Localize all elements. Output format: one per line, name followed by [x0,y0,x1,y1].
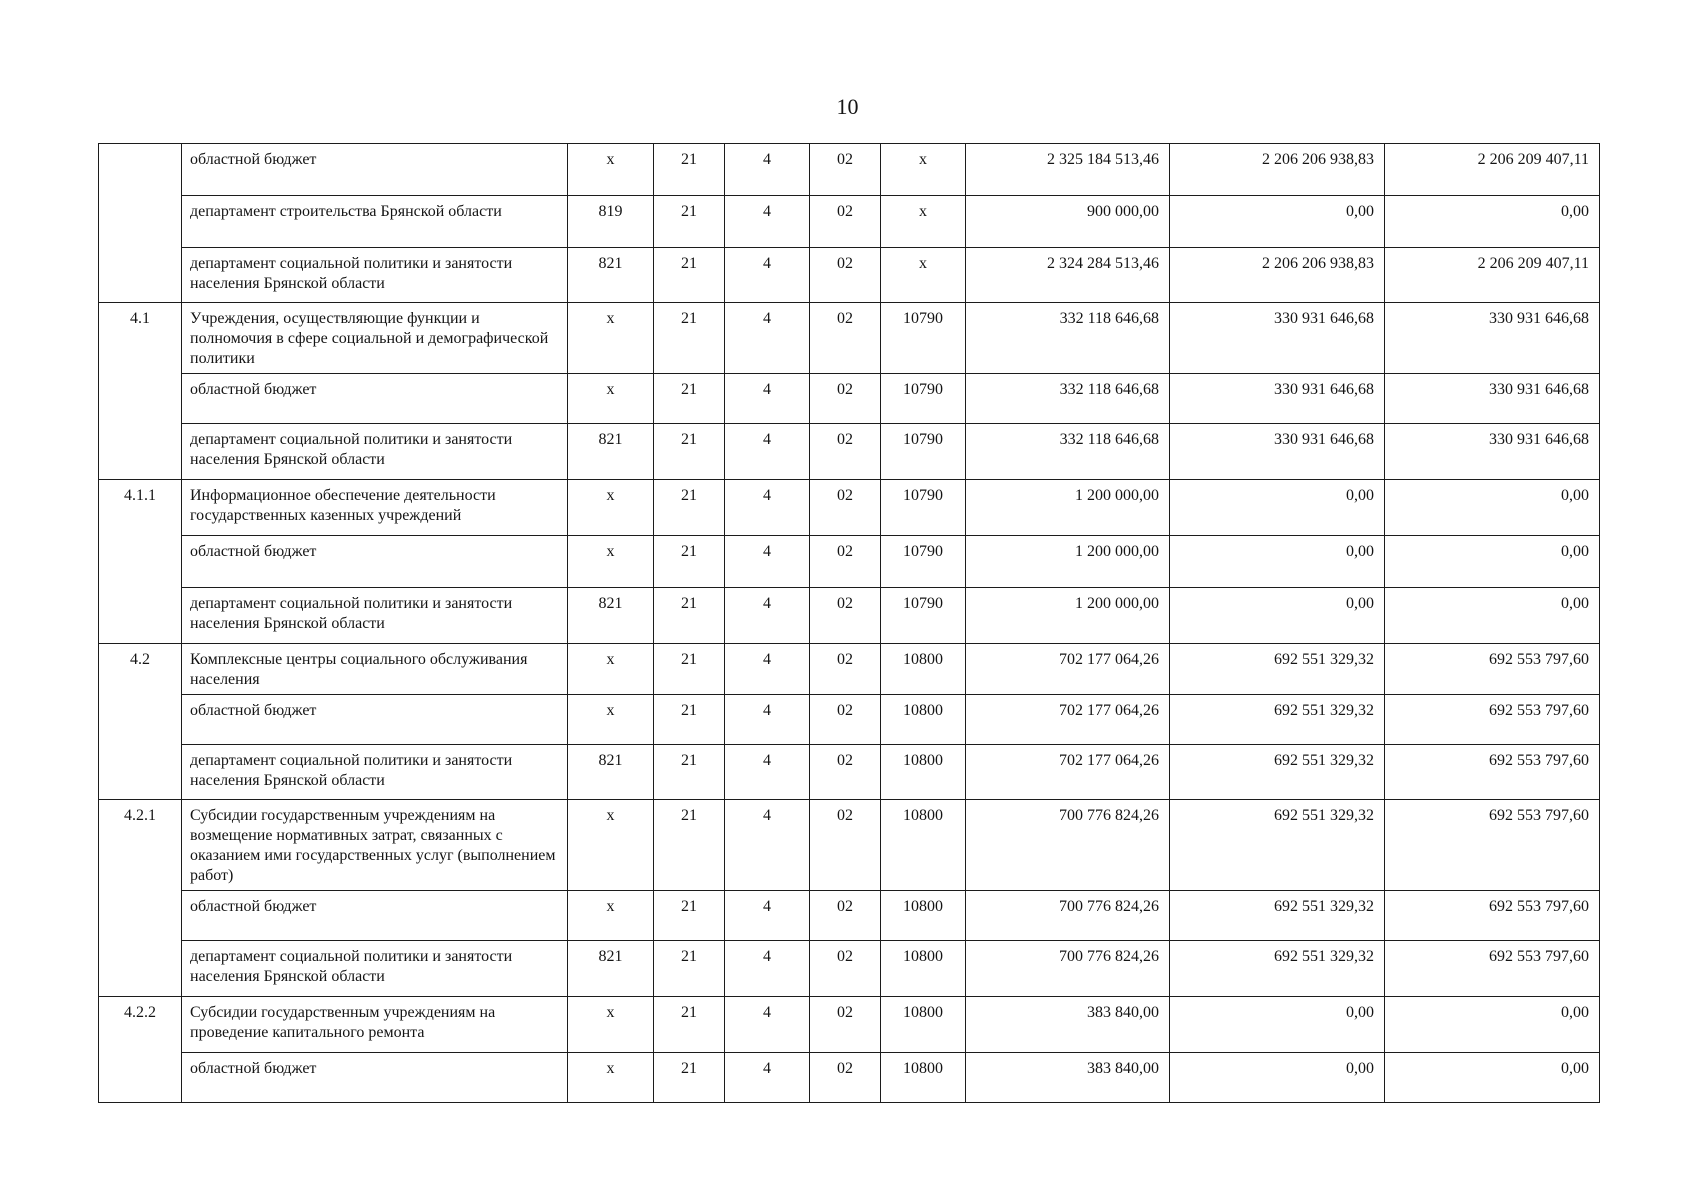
code-main-event: 02 [810,941,881,997]
code-direction: 10800 [881,644,966,695]
code-program: 21 [654,800,725,891]
code-ministry: х [568,800,654,891]
code-main-event: 02 [810,745,881,800]
code-ministry: 821 [568,745,654,800]
amount-year-3: 692 553 797,60 [1385,644,1600,695]
row-name: Субсидии государственным учреждениям на проведение капитального ремонта [182,997,568,1053]
table-row [99,536,1600,588]
amount-year-3: 692 553 797,60 [1385,745,1600,800]
code-subprogram: 4 [725,424,810,480]
code-main-event: 02 [810,588,881,644]
code-program: 21 [654,196,725,248]
amount-year-2: 2 206 206 938,83 [1170,248,1385,303]
amount-year-3: 0,00 [1385,997,1600,1053]
amount-year-3: 692 553 797,60 [1385,800,1600,891]
code-ministry: 821 [568,424,654,480]
code-ministry: х [568,1053,654,1103]
amount-year-2: 692 551 329,32 [1170,800,1385,891]
row-number: 4.2.1 [99,800,182,997]
table-row [99,1053,1600,1103]
code-direction: 10800 [881,1053,966,1103]
table-row [99,144,1600,196]
code-ministry: х [568,374,654,424]
code-main-event: 02 [810,536,881,588]
amount-year-3: 330 931 646,68 [1385,424,1600,480]
amount-year-1: 332 118 646,68 [966,374,1170,424]
table-row [99,480,1600,536]
code-direction: х [881,196,966,248]
page-number: 10 [836,94,859,119]
code-ministry: х [568,480,654,536]
code-direction: 10800 [881,997,966,1053]
code-direction: 10790 [881,588,966,644]
code-direction: 10800 [881,695,966,745]
code-program: 21 [654,745,725,800]
budget-table [98,143,1600,1103]
amount-year-1: 700 776 824,26 [966,800,1170,891]
row-name: Комплексные центры социального обслуживания населения [182,644,568,695]
row-name: Информационное обеспечение деятельности государственных казенных учреждений [182,480,568,536]
amount-year-1: 702 177 064,26 [966,695,1170,745]
code-program: 21 [654,997,725,1053]
code-ministry: х [568,891,654,941]
code-program: 21 [654,424,725,480]
amount-year-1: 2 325 184 513,46 [966,144,1170,196]
amount-year-1: 383 840,00 [966,1053,1170,1103]
amount-year-2: 692 551 329,32 [1170,745,1385,800]
code-direction: 10790 [881,303,966,374]
code-direction: 10800 [881,800,966,891]
code-direction: х [881,144,966,196]
code-program: 21 [654,248,725,303]
amount-year-3: 0,00 [1385,480,1600,536]
code-ministry: 821 [568,248,654,303]
row-name: областной бюджет [182,695,568,745]
amount-year-2: 692 551 329,32 [1170,644,1385,695]
amount-year-2: 0,00 [1170,997,1385,1053]
row-name: департамент социальной политики и занятости населения Брянской области [182,424,568,480]
code-main-event: 02 [810,374,881,424]
code-main-event: 02 [810,424,881,480]
amount-year-1: 900 000,00 [966,196,1170,248]
amount-year-3: 692 553 797,60 [1385,891,1600,941]
code-subprogram: 4 [725,644,810,695]
code-subprogram: 4 [725,891,810,941]
amount-year-2: 330 931 646,68 [1170,374,1385,424]
amount-year-2: 0,00 [1170,1053,1385,1103]
row-name: Учреждения, осуществляющие функции и полномочия в сфере социальной и демографической политики [182,303,568,374]
code-main-event: 02 [810,695,881,745]
code-main-event: 02 [810,303,881,374]
row-name: областной бюджет [182,1053,568,1103]
table-row [99,800,1600,891]
amount-year-2: 0,00 [1170,196,1385,248]
row-name: областной бюджет [182,536,568,588]
code-ministry: х [568,536,654,588]
code-main-event: 02 [810,644,881,695]
amount-year-2: 0,00 [1170,480,1385,536]
code-direction: 10790 [881,480,966,536]
code-direction: 10800 [881,891,966,941]
code-ministry: х [568,144,654,196]
code-direction: 10790 [881,374,966,424]
code-program: 21 [654,695,725,745]
row-name: департамент социальной политики и занятости населения Брянской области [182,588,568,644]
table-row [99,374,1600,424]
table-row [99,644,1600,695]
table-row [99,941,1600,997]
code-subprogram: 4 [725,196,810,248]
amount-year-1: 2 324 284 513,46 [966,248,1170,303]
amount-year-3: 692 553 797,60 [1385,695,1600,745]
code-ministry: х [568,695,654,745]
table-row [99,695,1600,745]
code-program: 21 [654,536,725,588]
row-name: департамент социальной политики и занятости населения Брянской области [182,248,568,303]
code-subprogram: 4 [725,997,810,1053]
amount-year-2: 692 551 329,32 [1170,891,1385,941]
table-row [99,745,1600,800]
amount-year-2: 2 206 206 938,83 [1170,144,1385,196]
amount-year-3: 0,00 [1385,196,1600,248]
row-name: областной бюджет [182,374,568,424]
code-program: 21 [654,374,725,424]
amount-year-1: 332 118 646,68 [966,424,1170,480]
code-subprogram: 4 [725,536,810,588]
row-name: Субсидии государственным учреждениям на возмещение нормативных затрат, связанных с оказанием ими государственных услуг (выполнением работ) [182,800,568,891]
code-main-event: 02 [810,144,881,196]
code-subprogram: 4 [725,745,810,800]
code-ministry: х [568,644,654,695]
code-program: 21 [654,941,725,997]
code-subprogram: 4 [725,695,810,745]
table-row [99,303,1600,374]
code-main-event: 02 [810,997,881,1053]
table-row [99,424,1600,480]
code-subprogram: 4 [725,941,810,997]
amount-year-1: 1 200 000,00 [966,480,1170,536]
table-row [99,588,1600,644]
table-row [99,997,1600,1053]
code-subprogram: 4 [725,374,810,424]
row-number: 4.1.1 [99,480,182,644]
amount-year-3: 0,00 [1385,1053,1600,1103]
code-program: 21 [654,588,725,644]
code-main-event: 02 [810,891,881,941]
amount-year-3: 2 206 209 407,11 [1385,144,1600,196]
code-ministry: х [568,303,654,374]
code-subprogram: 4 [725,303,810,374]
amount-year-3: 0,00 [1385,588,1600,644]
code-program: 21 [654,644,725,695]
code-ministry: 821 [568,588,654,644]
row-name: департамент социальной политики и занятости населения Брянской области [182,745,568,800]
amount-year-1: 1 200 000,00 [966,536,1170,588]
amount-year-2: 0,00 [1170,536,1385,588]
code-direction: 10800 [881,941,966,997]
amount-year-1: 332 118 646,68 [966,303,1170,374]
row-name: департамент строительства Брянской области [182,196,568,248]
row-name: областной бюджет [182,144,568,196]
code-main-event: 02 [810,196,881,248]
code-subprogram: 4 [725,480,810,536]
code-program: 21 [654,480,725,536]
code-subprogram: 4 [725,248,810,303]
amount-year-3: 330 931 646,68 [1385,303,1600,374]
code-direction: х [881,248,966,303]
code-main-event: 02 [810,1053,881,1103]
amount-year-3: 2 206 209 407,11 [1385,248,1600,303]
amount-year-2: 692 551 329,32 [1170,695,1385,745]
row-number [99,144,182,303]
amount-year-1: 700 776 824,26 [966,941,1170,997]
code-ministry: 819 [568,196,654,248]
code-direction: 10800 [881,745,966,800]
code-main-event: 02 [810,248,881,303]
amount-year-2: 692 551 329,32 [1170,941,1385,997]
code-subprogram: 4 [725,144,810,196]
amount-year-1: 702 177 064,26 [966,644,1170,695]
row-number: 4.1 [99,303,182,480]
code-subprogram: 4 [725,1053,810,1103]
code-main-event: 02 [810,800,881,891]
amount-year-2: 330 931 646,68 [1170,303,1385,374]
code-program: 21 [654,891,725,941]
code-program: 21 [654,1053,725,1103]
code-direction: 10790 [881,424,966,480]
table-row [99,196,1600,248]
row-name: областной бюджет [182,891,568,941]
amount-year-2: 330 931 646,68 [1170,424,1385,480]
code-program: 21 [654,303,725,374]
row-number: 4.2 [99,644,182,800]
code-subprogram: 4 [725,588,810,644]
table-row [99,891,1600,941]
row-name: департамент социальной политики и занятости населения Брянской области [182,941,568,997]
amount-year-1: 383 840,00 [966,997,1170,1053]
row-number: 4.2.2 [99,997,182,1103]
amount-year-3: 692 553 797,60 [1385,941,1600,997]
code-ministry: 821 [568,941,654,997]
code-program: 21 [654,144,725,196]
table-row [99,248,1600,303]
amount-year-2: 0,00 [1170,588,1385,644]
amount-year-1: 700 776 824,26 [966,891,1170,941]
amount-year-1: 702 177 064,26 [966,745,1170,800]
amount-year-3: 330 931 646,68 [1385,374,1600,424]
code-main-event: 02 [810,480,881,536]
amount-year-1: 1 200 000,00 [966,588,1170,644]
amount-year-3: 0,00 [1385,536,1600,588]
code-ministry: х [568,997,654,1053]
code-direction: 10790 [881,536,966,588]
code-subprogram: 4 [725,800,810,891]
